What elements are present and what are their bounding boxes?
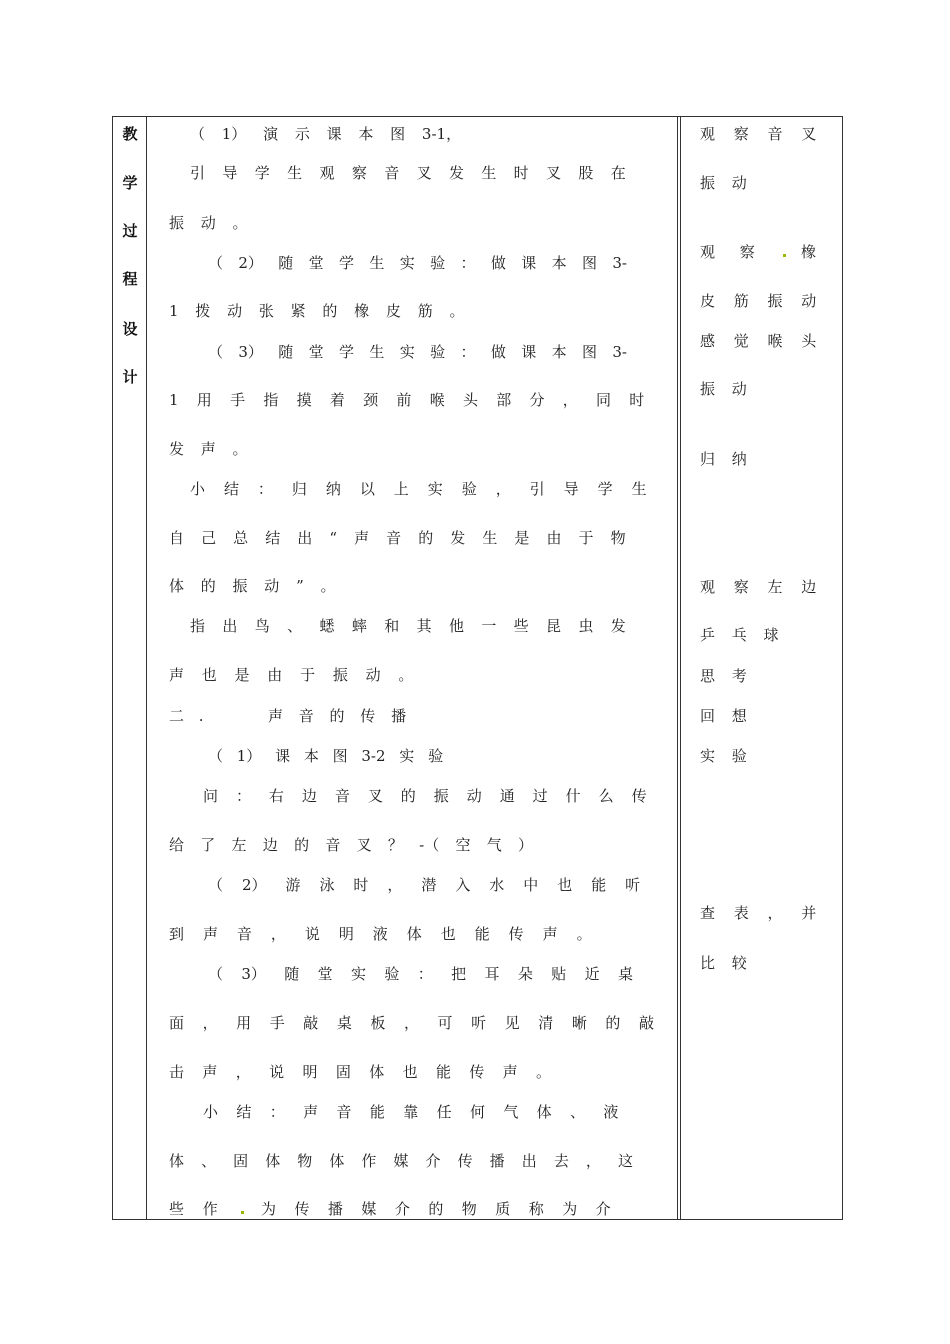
text-line: （ 2） 游 泳 时 ， 潜 入 水 中 也 能 听	[208, 876, 641, 894]
activity-line: 比 较	[700, 954, 747, 972]
side-char: 计	[122, 368, 138, 386]
text-line: （ 2） 随 堂 学 生 实 验 ： 做 课 本 图 3-	[208, 254, 627, 272]
text-line: 1 拨 动 张 紧 的 橡 皮 筋 。	[169, 302, 465, 320]
text-line: 振 动 。	[169, 214, 248, 232]
text-line: 指 出 鸟 、 蟋 蟀 和 其 他 一 些 昆 虫 发	[190, 617, 626, 635]
side-char: 设	[122, 320, 138, 338]
text-line: 声 也 是 由 于 振 动 。	[169, 666, 414, 684]
text-line: 给 了 左 边 的 音 叉 ？ -（ 空 气 ）	[169, 836, 534, 854]
activity-line: 橡	[801, 243, 817, 261]
side-char: 程	[122, 270, 138, 288]
activity-line: 振 动	[700, 174, 747, 192]
text-line: 引 导 学 生 观 察 音 叉 发 生 时 叉 股 在	[190, 164, 626, 182]
text-line: 小 结 ： 归 纳 以 上 实 验 ， 引 导 学 生	[190, 480, 647, 498]
highlight-mark	[241, 1211, 244, 1214]
highlight-mark	[783, 254, 786, 257]
text-line: 体 、 固 体 物 体 作 媒 介 传 播 出 去 ， 这	[169, 1152, 633, 1170]
text-line: 1 用 手 指 摸 着 颈 前 喉 头 部 分 ， 同 时	[169, 391, 645, 409]
text-line: 自 己 总 结 出 “ 声 音 的 发 生 是 由 于 物	[169, 529, 626, 547]
text-line: （ 3） 随 堂 实 验 ： 把 耳 朵 贴 近 桌	[208, 965, 633, 983]
column-divider-right-double	[680, 116, 681, 1220]
activity-line: 振 动	[700, 380, 747, 398]
side-char: 学	[122, 174, 138, 192]
text-line: 到 声 音 ， 说 明 液 体 也 能 传 声 。	[169, 925, 592, 943]
text-line: （ 3） 随 堂 学 生 实 验 ： 做 课 本 图 3-	[208, 343, 627, 361]
activity-line: 感 觉 喉 头	[700, 332, 817, 350]
text-line: 发 声 。	[169, 440, 248, 458]
text-line: 为 传 播 媒 介 的 物 质 称 为 介	[261, 1200, 611, 1218]
activity-line: 思 考	[700, 667, 747, 685]
text-line: 体 的 振 动 ” 。	[169, 577, 336, 595]
side-char: 过	[122, 222, 138, 240]
side-char: 教	[122, 125, 138, 143]
section-heading: 声 音 的 传 播	[268, 707, 407, 725]
activity-line: 归 纳	[700, 450, 747, 468]
text-line: 面 ， 用 手 敲 桌 板 ， 可 听 见 清 晰 的 敲	[169, 1014, 654, 1032]
activity-line: 实 验	[700, 747, 747, 765]
column-divider-left	[146, 116, 147, 1220]
column-divider-right	[677, 116, 678, 1220]
text-line: 击 声 ， 说 明 固 体 也 能 传 声 。	[169, 1063, 552, 1081]
activity-line: 皮 筋 振 动	[700, 292, 817, 310]
text-line: 问 ： 右 边 音 叉 的 振 动 通 过 什 么 传	[203, 787, 647, 805]
text-line: 些 作	[169, 1200, 218, 1218]
text-line: （ 1） 课 本 图 3-2 实 验	[208, 747, 444, 765]
activity-line: 观 察 左 边	[700, 578, 817, 596]
activity-line: 乒 乓 球	[700, 626, 779, 644]
activity-line: 回 想	[700, 707, 747, 725]
text-line: 小 结 ： 声 音 能 靠 任 何 气 体 、 液	[203, 1103, 619, 1121]
activity-line: 观 察 音 叉	[700, 125, 817, 143]
activity-line: 观 察	[700, 243, 755, 261]
activity-line: 查 表 ， 并	[700, 904, 817, 922]
text-line: 二 .	[169, 707, 204, 725]
text-line: （ 1） 演 示 课 本 图 3-1，	[190, 125, 462, 143]
